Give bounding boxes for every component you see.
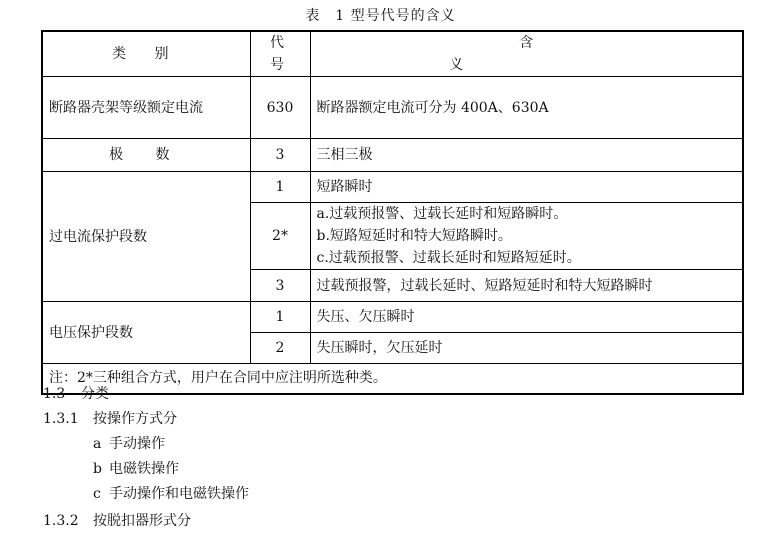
section-text: 按脱扣器形式分 <box>93 513 191 529</box>
header-category: 类 别 <box>42 31 250 77</box>
code-cell: 1 <box>250 302 310 333</box>
model-code-table <box>41 30 744 395</box>
table-note-row <box>42 364 743 394</box>
code-cell: 630 <box>250 77 310 139</box>
meaning-cell: 失压瞬时，欠压延时 <box>310 333 743 364</box>
category-cell: 电压保护段数 <box>42 302 250 364</box>
meaning-cell: 失压、欠压瞬时 <box>310 302 743 333</box>
meaning-cell: 过载预报警，过载长延时、短路短延时和特大短路瞬时 <box>310 270 743 302</box>
header-meaning: 含 义 <box>310 31 743 77</box>
meaning-line: c.过载预报警、过载长延时和短路短延时。 <box>316 250 581 266</box>
item-text: 手动操作和电磁铁操作 <box>109 486 249 502</box>
item-text: 电磁铁操作 <box>109 461 179 477</box>
code-cell: 2* <box>250 203 310 270</box>
list-item <box>93 458 179 478</box>
item-letter: c <box>93 486 101 502</box>
section-heading <box>43 510 191 530</box>
table-row <box>42 302 743 333</box>
table-row <box>42 172 743 203</box>
meaning-cell: 断路器额定电流可分为 400A、630A <box>310 77 743 139</box>
section-number: 1.3.1 <box>43 411 79 427</box>
meaning-cell: 三相三极 <box>310 139 743 172</box>
code-cell: 1 <box>250 172 310 203</box>
meaning-cell <box>310 203 743 270</box>
header-code: 代 号 <box>250 31 310 77</box>
meaning-line: b.短路短延时和特大短路瞬时。 <box>316 228 512 244</box>
table-note: 注：2*三种组合方式，用户在合同中应注明所选种类。 <box>42 364 743 394</box>
category-cell: 断路器壳架等级额定电流 <box>42 77 250 139</box>
list-item <box>93 483 249 503</box>
list-item <box>93 433 165 453</box>
section-text: 按操作方式分 <box>93 411 177 427</box>
section-number: 1.3.2 <box>43 513 79 529</box>
code-cell: 3 <box>250 270 310 302</box>
meaning-line: a.过载预报警、过载长延时和短路瞬时。 <box>316 206 568 222</box>
table-row <box>42 77 743 139</box>
code-cell: 2 <box>250 333 310 364</box>
section-text: 分类 <box>81 386 109 402</box>
table-caption: 表 1 型号代号的含义 <box>305 8 456 24</box>
section-heading <box>43 383 109 403</box>
category-cell: 极 数 <box>42 139 250 172</box>
table-header-row <box>42 31 743 77</box>
code-cell: 3 <box>250 139 310 172</box>
meaning-cell: 短路瞬时 <box>310 172 743 203</box>
category-cell: 过电流保护段数 <box>42 172 250 302</box>
table-row <box>42 139 743 172</box>
item-letter: b <box>93 461 102 477</box>
item-letter: a <box>93 436 102 452</box>
item-text: 手动操作 <box>109 436 165 452</box>
section-heading <box>43 408 177 428</box>
section-number: 1.3 <box>43 386 66 402</box>
